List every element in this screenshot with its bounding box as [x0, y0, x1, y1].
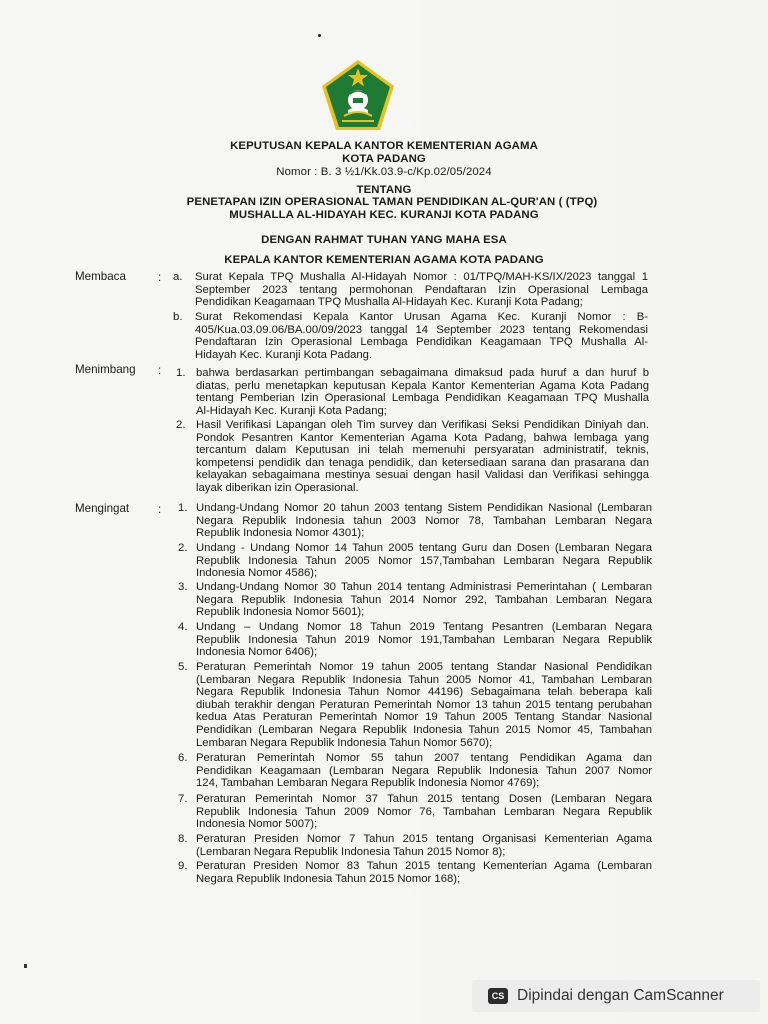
item-number: 7. [178, 793, 188, 805]
text-line: layak diberikan izin Operasional. [196, 481, 359, 494]
section-label-menimbang: Menimbang [75, 363, 136, 376]
text-line: Peraturan Pemerintah Nomor 55 tahun 2007 tentang Pendidikan Agama dan [196, 752, 652, 764]
text-line: Peraturan Pemerintah Nomor 37 Tahun 2015 tentang Dosen (Lembaran Negara [196, 793, 652, 805]
menimbang-item-1 [196, 367, 649, 417]
mengingat-item-6 [196, 752, 652, 790]
decree-subject-line2: MUSHALLA AL-HIDAYAH KEC. KURANJI KOTA PADANG [229, 209, 539, 221]
watermark-text: Dipindai dengan CamScanner [517, 987, 724, 1004]
membaca-item-a [195, 271, 648, 309]
item-number: 1. [176, 367, 186, 379]
speck-top [318, 34, 321, 37]
text-line: Indonesia Nomor 4586); [196, 567, 318, 580]
mengingat-item-3 [196, 581, 652, 619]
membaca-item-b [195, 311, 648, 361]
text-line: Republik Indonesia Tahun 2009 Nomor 76, Tambahan Lembaran Negara Republik [196, 805, 652, 818]
header-city: KOTA PADANG [342, 153, 426, 165]
item-number: 3. [178, 581, 188, 593]
official-heading: KEPALA KANTOR KEMENTERIAN AGAMA KOTA PADANG [224, 254, 544, 266]
camscanner-watermark [472, 980, 760, 1012]
text-line: Republik Indonesia Tahun 2019 Nomor 191,Tambahan Lembaran Negara Republik [196, 633, 652, 646]
text-line: Surat Rekomendasi Kepala Kantor Urusan Agama Kec. Kuranji Nomor : B- [195, 311, 648, 323]
text-line: 405/Kua.03.09.06/BA.00/09/2023 tanggal 14 September 2023 tentang Rekomendasi [195, 323, 648, 336]
text-line: kelayakan sebagaimana mestinya sesuai dengan hasil Validasi dan Verifikasi sehingga [196, 469, 649, 482]
text-line: Undang-Undang Nomor 30 Tahun 2014 tentang Administrasi Pemerintahan ( Lembaran [196, 581, 652, 593]
text-line: tentang Pemberian Izin Operasional Lembaga Pendidikan Keagamaan TPQ Mushalla [196, 392, 649, 405]
mengingat-item-5 [196, 661, 652, 749]
text-line: Republik Indonesia Nomor 5601); [196, 606, 365, 619]
header-tentang: TENTANG [356, 184, 412, 196]
section-colon: : [158, 364, 162, 377]
item-number: 2. [178, 542, 188, 554]
text-line: Republik Indonesia Nomor 4301); [196, 527, 365, 540]
item-number: 8. [178, 833, 188, 845]
text-line: bahwa berdasarkan pertimbangan sebagaimana dimaksud pada huruf a dan huruf b [196, 367, 649, 379]
item-number: 1. [178, 502, 188, 514]
kemenag-logo-icon [320, 58, 396, 134]
text-line: Pendaftaran Izin Operasional Lembaga Pendidikan Keagamaan TPQ Mushalla Al- [195, 336, 648, 349]
item-number: 6. [178, 752, 188, 764]
section-colon: : [158, 503, 162, 516]
decree-subject-line1: PENETAPAN IZIN OPERASIONAL TAMAN PENDIDIKAN AL-QUR'AN ( (TPQ) [186, 196, 598, 208]
section-label-mengingat: Mengingat [75, 502, 130, 515]
text-line: diubah terakhir dengan Peraturan Pemerintah Nomor 13 tahun 2015 tentang perubahan [196, 698, 652, 711]
text-line: tercantum dalam Keputusan ini telah memenuhi persyaratan administratif, teknis, [196, 444, 649, 457]
text-line: Lembaran Negara Republik Indonesia Tahun Nomor 5670); [196, 736, 493, 749]
text-line: Negara Republik Indonesia Tahun 2015 Nomor 168); [196, 872, 461, 885]
mengingat-item-2 [196, 542, 652, 580]
text-line: (Lembaran Negara Republik Indonesia Tahun 2005 Nomor 41, Tambahan Lembaran [196, 673, 652, 686]
text-line: Pendidikan Keagamaan TPQ Mushalla Al-Hidayah Kec. Kuranji Kota Padang; [195, 296, 583, 309]
text-line: kedua Atas Peraturan Pemerintah Nomor 19 Tahun 2005 Tentang Standar Nasional [196, 711, 652, 724]
text-line: diatas, perlu menetapkan keputusan Kepala Kantor Kementerian Agama Kota Padang [196, 379, 649, 392]
text-line: kompetensi pendidik dan tenaga pendidik, dan ketersediaan sarana dan prasarana dan [196, 456, 649, 469]
text-line: Indonesia Nomor 5007); [196, 818, 318, 831]
mengingat-item-4 [196, 621, 652, 659]
text-line: 124, Tambahan Lembaran Negara Republik Indonesia Nomor 4769); [196, 777, 540, 790]
text-line: Negara Republik Indonesia tahun 2003 Nomor 78, Tambahan Lembaran Negara [196, 514, 652, 527]
text-line: September 2023 tentang permohonan Pendaftaran Izin Operasional Lembaga [195, 283, 648, 296]
text-line: Negara Republik Indonesia Tahun Nomor 44196) Sebagaimana telah beberapa kali [196, 686, 652, 699]
mengingat-item-8 [196, 833, 652, 858]
text-line: Peraturan Presiden Nomor 7 Tahun 2015 tentang Organisasi Kementerian Agama [196, 833, 652, 845]
item-number: a. [173, 271, 183, 283]
text-line: Peraturan Presiden Nomor 83 Tahun 2015 tentang Kementerian Agama (Lembaran [196, 860, 652, 872]
text-line: Undang-Undang Nomor 20 tahun 2003 tentang Sistem Pendidikan Nasional (Lembaran [196, 502, 652, 514]
speck-left [24, 964, 27, 968]
text-line: Hidayah Kec. Kuranji Kota Padang. [195, 348, 373, 361]
text-line: Hasil Verifikasi Lapangan oleh Tim survey dan Verifikasi Seksi Pendidikan Diniyah dan. [196, 419, 649, 431]
menimbang-item-2 [196, 419, 649, 495]
section-label-membaca: Membaca [75, 270, 126, 283]
text-line: Peraturan Pemerintah Nomor 19 tahun 2005 tentang Standar Nasional Pendidikan [196, 661, 652, 673]
mengingat-item-1 [196, 502, 652, 540]
item-number: b. [173, 311, 183, 323]
item-number: 9. [178, 860, 188, 872]
text-line: Indonesia Nomor 6406); [196, 646, 318, 659]
item-number: 2. [176, 419, 186, 431]
text-line: Republik Indonesia Tahun 2005 Nomor 157,Tambahan Lembaran Negara Republik [196, 554, 652, 567]
text-line: (Lembaran Negara Republik Indonesia Tahun 2015 Nomor 8); [196, 845, 506, 858]
item-number: 4. [178, 621, 188, 633]
rahmat-heading: DENGAN RAHMAT TUHAN YANG MAHA ESA [261, 234, 507, 246]
header-title: KEPUTUSAN KEPALA KANTOR KEMENTERIAN AGAMA [230, 140, 538, 152]
text-line: Pondok Pesantren Kantor Kementerian Agama Kota Padang, bahwa lembaga yang [196, 431, 649, 444]
decree-number: Nomor : B. 3 ½1/Kk.03.9-c/Kp.02/05/2024 [276, 166, 492, 178]
text-line: Pendidikan (Lembaran Negara Republik Indonesia Tahun 2015 Nomor 45, Tambahan [196, 723, 652, 736]
item-number: 5. [178, 661, 188, 673]
text-line: Undang - Undang Nomor 14 Tahun 2005 tentang Guru dan Dosen (Lembaran Negara [196, 542, 652, 554]
text-line: Negara Republik Indonesia Tahun 2014 Nomor 292, Tambahan Lembaran Negara [196, 593, 652, 606]
text-line: Undang – Undang Nomor 18 Tahun 2019 Tentang Pesantren (Lembaran Negara [196, 621, 652, 633]
text-line: Al-Hidayah Kec. Kuranji Kota Padang; [196, 404, 387, 417]
section-colon: : [158, 271, 162, 284]
mengingat-item-7 [196, 793, 652, 831]
text-line: Pendidikan Keagamaan (Lembaran Negara Republik Indonesia Tahun 2007 Nomor [196, 764, 652, 777]
camscanner-logo-icon: CS [488, 988, 508, 1004]
mengingat-item-9 [196, 860, 652, 885]
text-line: Surat Kepala TPQ Mushalla Al-Hidayah Nomor : 01/TPQ/MAH-KS/IX/2023 tanggal 1 [195, 271, 648, 283]
